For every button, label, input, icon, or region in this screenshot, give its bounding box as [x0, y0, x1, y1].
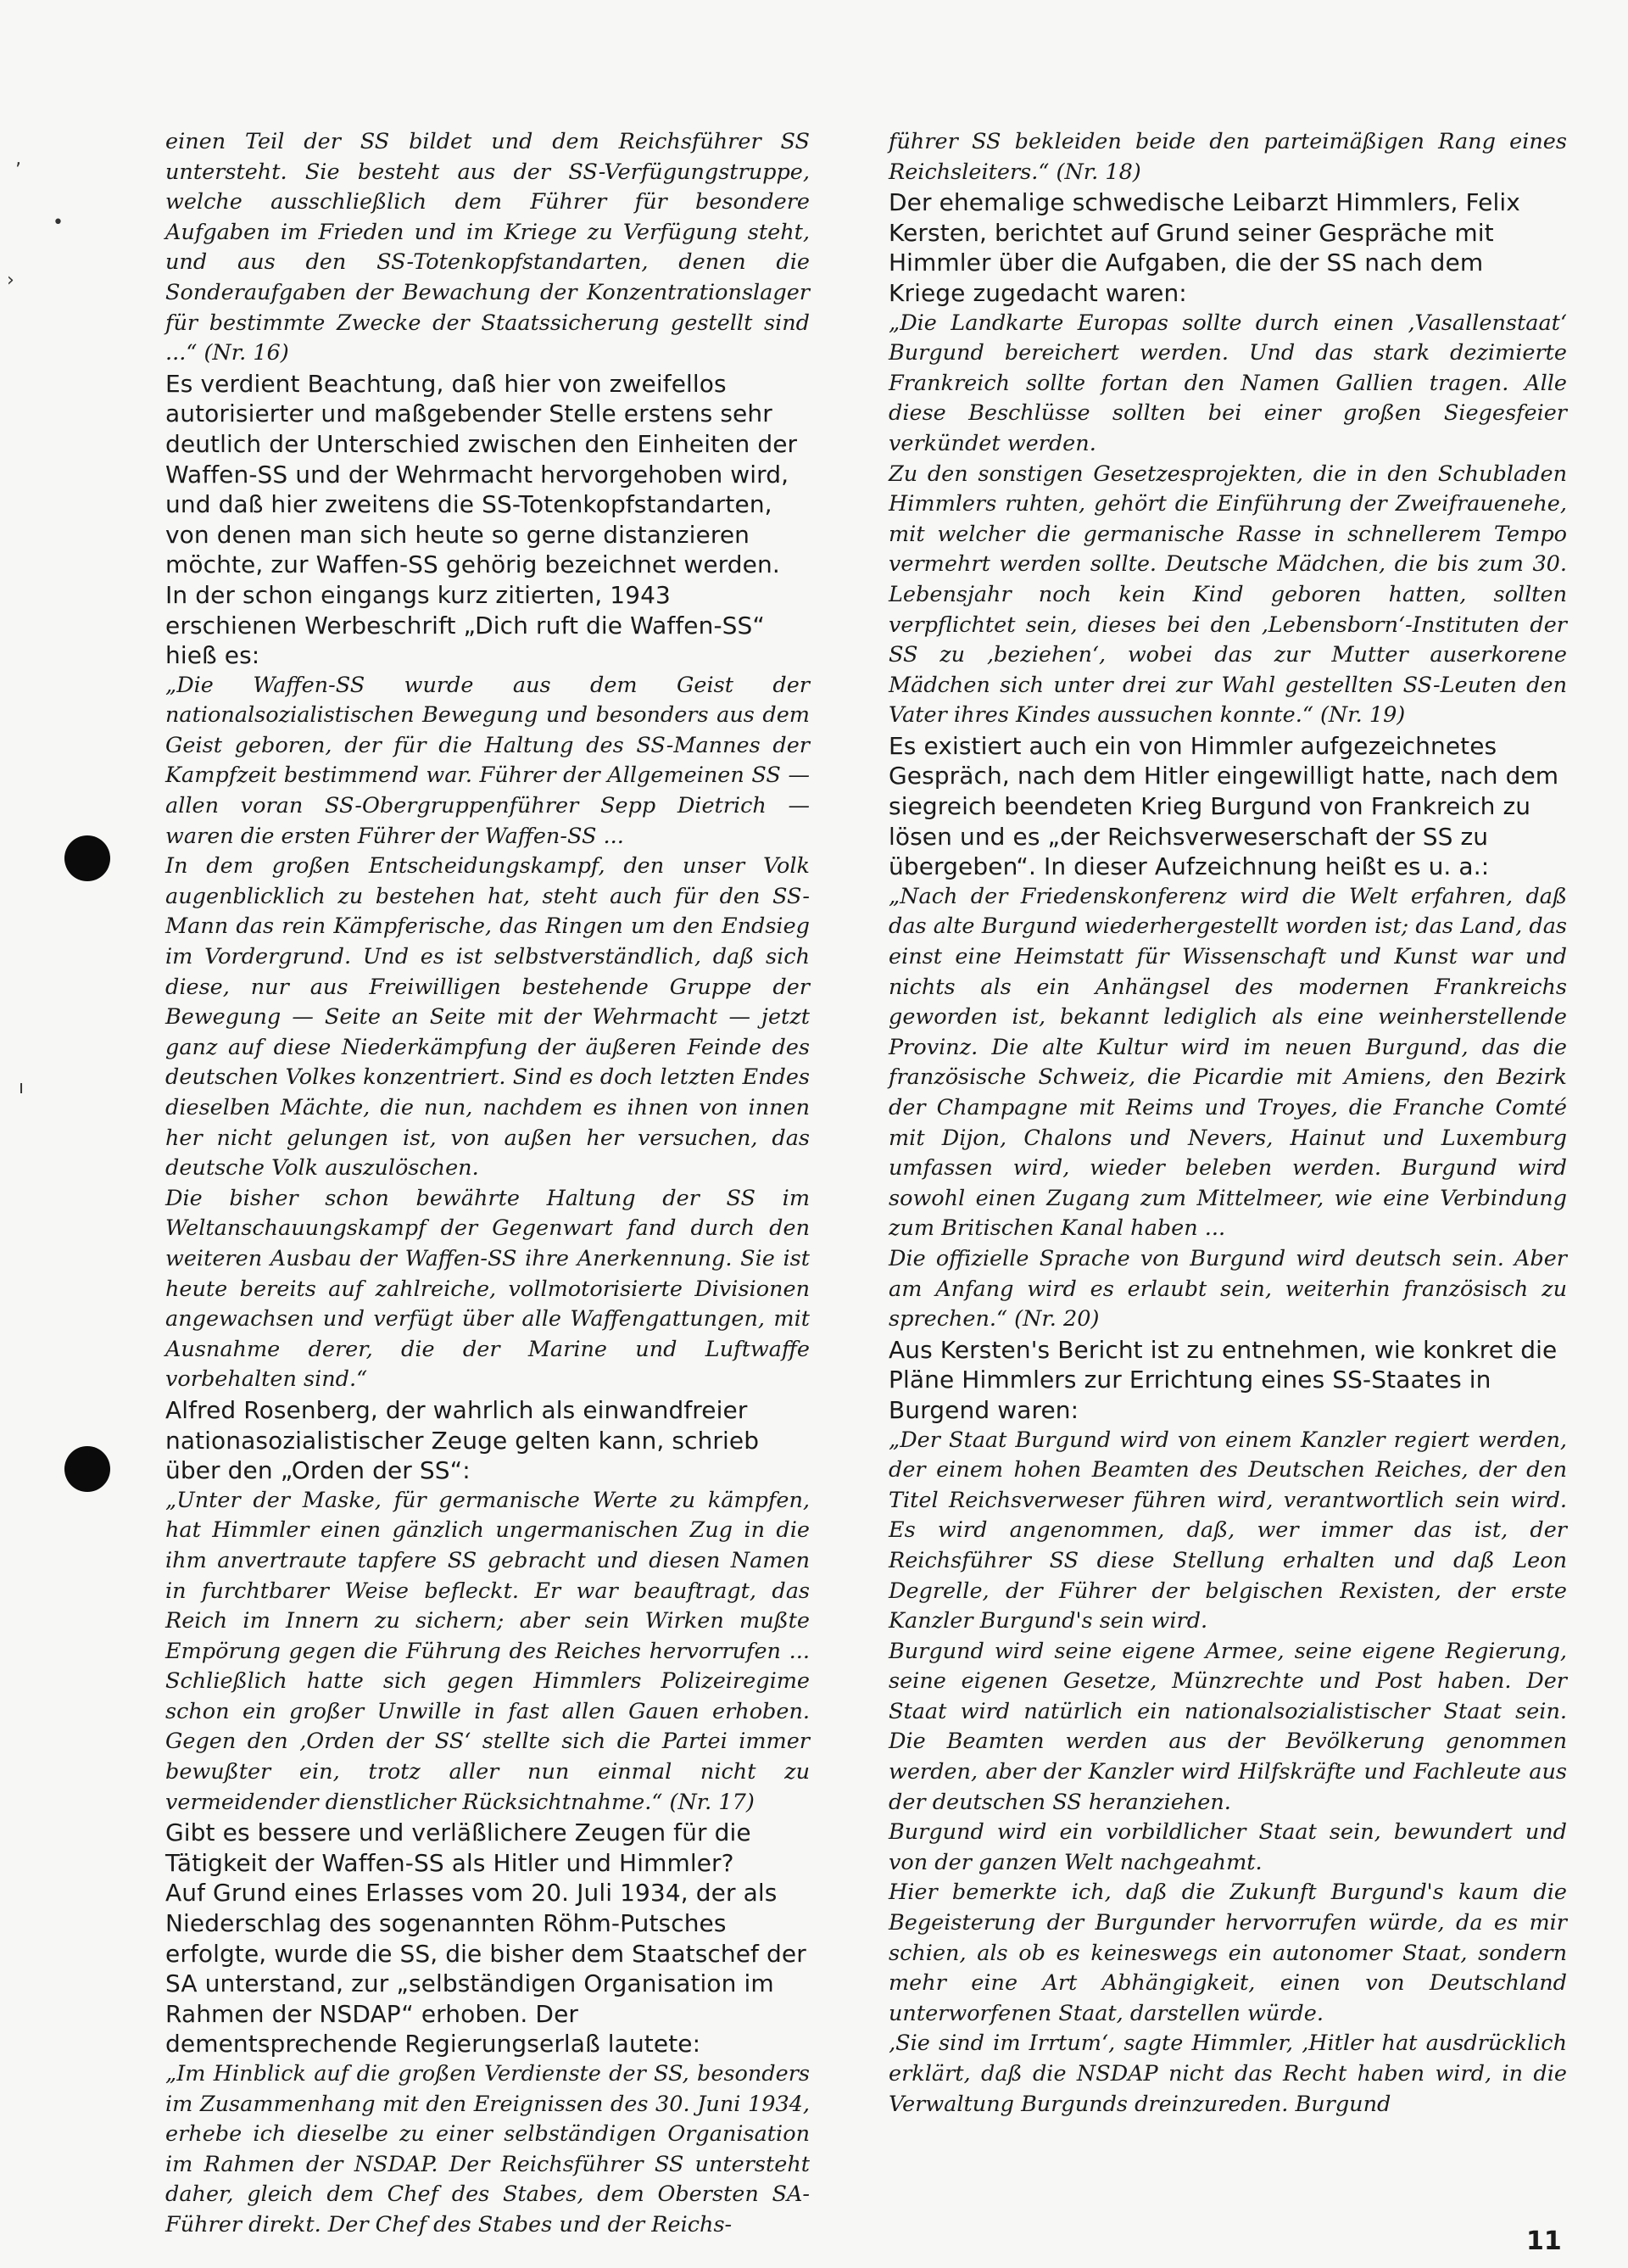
quote-paragraph: In dem großen Entscheidungskampf, den unser Volk augenblicklich zu bestehen hat, steht auch für den SS-Mann das rein Kämpferische, das Ringen um den Endsieg im Vordergrund. Und es ist selbstverständlich, daß sich diese, nur aus Freiwilligen bestehende Gruppe der Bewegung — Seite an Seite mit der Wehrmacht — jetzt ganz auf diese Niederkämpfung der äußeren Feinde des deutschen Volkes konzentriert. Sind es doch letzten Endes dieselben Mächte, die nun, nachdem es ihnen von innen her nicht gelungen ist, von außen her versuchen, das deutsche Volk auszulöschen.: [165, 853, 810, 1181]
margin-mark: ›: [7, 270, 14, 291]
page-number: 11: [1526, 2226, 1562, 2256]
paragraph: Es existiert auch ein von Himmler aufgezeichnetes Gespräch, nach dem Hitler eingewilligt hatte, nach dem siegreich beendeten Krieg Burgund von Frankreich zu lösen und es „der Reichsverweserschaft der SS zu übergeben“. In dieser Aufzeichnung heißt es u. a.:: [889, 731, 1559, 881]
right-text-column: [889, 127, 1567, 2120]
quote-paragraph: „Im Hinblick auf die großen Verdienste der SS, besonders im Zusammenhang mit den Ereignissen des 30. Juni 1934, erhebe ich dieselbe zu einer selbständigen Organisation im Rahmen der NSDAP. Der Reichsführer SS untersteht daher, gleich dem Chef des Stabes, dem Obersten SA-Führer direkt. Der Chef des Stabes und der Reichs-: [165, 2061, 810, 2237]
paragraph: Alfred Rosenberg, der wahrlich als einwandfreier nationasozialistischer Zeuge gelten kann, schrieb über den „Orden der SS“:: [165, 1395, 760, 1485]
quote-paragraph: „Unter der Maske, für germanische Werte zu kämpfen, hat Himmler einen gänzlich ungermanischen Zug in die ihm anvertraute tapfere SS gebracht und diesen Namen in furchtbarer Weise befleckt. Er war beauftragt, das Reich im Innern zu sichern; aber sein Wirken mußte Empörung gegen die Führung des Reiches hervorrufen ... Schließlich hatte sich gegen Himmlers Polizeiregime schon ein großer Unwille in fast allen Gauen erhoben. Gegen den ‚Orden der SS‘ stellte sich die Partei immer bewußter ein, trotz aller nun einmal nicht zu vermeidender dienstlicher Rücksichtnahme.“ (Nr. 17): [165, 1487, 810, 1815]
paragraph: Auf Grund eines Erlasses vom 20. Juli 1934, der als Niederschlag des sogenannten Röhm-Putsches erfolgte, wurde die SS, die bisher dem Staatschef der SA unterstand, zur „selbständigen Organisation im Rahmen der NSDAP“ erhoben. Der dementsprechende Regierungserlaß lautete:: [165, 1879, 806, 2059]
quote-paragraph: Zu den sonstigen Gesetzesprojekten, die in den Schubladen Himmlers ruhten, gehört die Einführung der Zweifrauenehe, mit welcher die germanische Rasse in schnellerem Tempo vermehrt werden sollte. Deutsche Mädchen, die bis zum 30. Lebensjahr noch kein Kind geboren hatten, sollten verpflichtet sein, dieses bei den ‚Lebensborn‘-Instituten der SS zu ‚beziehen‘, wobei das zur Mutter auserkorene Mädchen sich unter drei zur Wahl gestellten SS-Leuten den Vater ihres Kindes aussuchen konnte.“ (Nr. 19): [889, 461, 1567, 729]
quote-paragraph: „Der Staat Burgund wird von einem Kanzler regiert werden, der einem hohen Beamten des Deutschen Reiches, der den Titel Reichsverweser führen wird, verantwortlich sein wird. Es wird angenommen, daß, wer immer das ist, der Reichsführer SS diese Stellung erhalten und daß Leon Degrelle, der Führer der belgischen Rexisten, der erste Kanzler Burgund's sein wird.: [889, 1427, 1567, 1634]
quote-paragraph: „Nach der Friedenskonferenz wird die Welt erfahren, daß das alte Burgund wiederhergestellt worden ist; das Land, das einst eine Heimstatt für Wissenschaft und Kunst war und nichts als ein Anhängsel des modernen Frankreichs geworden ist, bekannt lediglich als eine weinherstellende Provinz. Die alte Kultur wird im neuen Burgund, das die französische Schweiz, die Picardie mit Amiens, den Bezirk der Champagne mit Reims und Troyes, die Franche Comté mit Dijon, Chalons und Nevers, Hainut und Luxemburg umfassen wird, wieder beleben werden. Burgund wird sowohl einen Zugang zum Mittelmeer, wie eine Verbindung zum Britischen Kanal haben ...: [889, 883, 1567, 1242]
quote-paragraph: Burgund wird seine eigene Armee, seine eigene Regierung, seine eigenen Gesetze, Münzrechte und Post haben. Der Staat wird natürlich ein nationalsozialistischer Staat sein. Die Beamten werden aus der Bevölkerung genommen werden, aber der Kanzler wird Hilfskräfte und Fachleute aus der deutschen SS heranziehen.: [889, 1638, 1567, 1815]
quote-paragraph: Die bisher schon bewährte Haltung der SS im Weltanschauungskampf der Gegenwart fand durch den weiteren Ausbau der Waffen-SS ihre Anerkennung. Sie ist heute bereits auf zahlreiche, vollmotorisierte Divisionen angewachsen und verfügt über alle Waffengattungen, mit Ausnahme derer, die der Marine und Luftwaffe vorbehalten sind.“: [165, 1185, 810, 1393]
quote-paragraph: Hier bemerkte ich, daß die Zukunft Burgund's kaum die Begeisterung der Burgunder hervorrufen würde, da es mir schien, als ob es keineswegs ein autonomer Staat, sondern mehr eine Art Abhängigkeit, einen von Deutschland unterworfenen Staat, darstellen würde.: [889, 1880, 1567, 2026]
margin-mark: ı: [19, 1077, 25, 1098]
quote-paragraph: Burgund wird ein vorbildlicher Staat sein, bewundert und von der ganzen Welt nachgeahmt.: [889, 1819, 1567, 1875]
paragraph: Aus Kersten's Bericht ist zu entnehmen, wie konkret die Pläne Himmlers zur Errichtung eines SS-Staates in Burgend waren:: [889, 1335, 1558, 1424]
margin-mark: •: [53, 212, 64, 233]
left-text-column: [165, 127, 810, 2241]
paragraph: einen Teil der SS bildet und dem Reichsführer SS untersteht. Sie besteht aus der SS-Verfügungstruppe, welche ausschließlich dem Führer für besondere Aufgaben im Frieden und im Kriege zu Verfügung steht, und aus den SS-Totenkopfstandarten, denen die Sonderaufgaben der Bewachung der Konzentrationslager für bestimmte Zwecke der Staatssicherung gestellt sind ...“ (Nr. 16): [165, 129, 810, 366]
paragraph: Gibt es bessere und verläßlichere Zeugen für die Tätigkeit der Waffen-SS als Hitler und Himmler?: [165, 1818, 751, 1877]
quote-paragraph: ‚Sie sind im Irrtum‘, sagte Himmler, ‚Hitler hat ausdrücklich erklärt, daß die NSDAP nicht das Recht haben wird, in die Verwaltung Burgunds dreinzureden. Burgund: [889, 2031, 1567, 2117]
paragraph: In der schon eingangs kurz zitierten, 1943 erschienen Werbeschrift „Dich ruft die Waffen-SS“ hieß es:: [165, 580, 766, 670]
margin-mark: ‚: [15, 148, 21, 170]
punch-hole: [64, 1446, 110, 1492]
quote-paragraph: „Die Waffen-SS wurde aus dem Geist der nationalsozialistischen Bewegung und besonders aus dem Geist geboren, der für die Haltung des SS-Mannes der Kampfzeit bestimmend war. Führer der Allgemeinen SS — allen voran SS-Obergruppenführer Sepp Dietrich — waren die ersten Führer der Waffen-SS ...: [165, 672, 810, 849]
paragraph: Der ehemalige schwedische Leibarzt Himmlers, Felix Kersten, berichtet auf Grund seiner Gespräche mit Himmler über die Aufgaben, die der SS nach dem Kriege zugedacht waren:: [889, 188, 1520, 307]
quote-paragraph: „Die Landkarte Europas sollte durch einen ‚Vasallenstaat‘ Burgund bereichert werden. Und das stark dezimierte Frankreich sollte fortan den Namen Gallien tragen. Alle diese Beschlüsse sollten bei einer großen Siegesfeier verkündet werden.: [889, 310, 1567, 456]
quote-paragraph: Die offizielle Sprache von Burgund wird deutsch sein. Aber am Anfang wird es erlaubt sein, weiterhin französisch zu sprechen.“ (Nr. 20): [889, 1245, 1567, 1332]
paragraph: Es verdient Beachtung, daß hier von zweifellos autorisierter und maßgebender Stelle erstens sehr deutlich der Unterschied zwischen den Einheiten der Waffen-SS und der Wehrmacht hervorgehoben wird, und daß hier zweitens die SS-Totenkopfstandarten, von denen man sich heute so gerne distanzieren möchte, zur Waffen-SS gehörig bezeichnet werden.: [165, 369, 798, 579]
punch-hole: [64, 835, 110, 881]
quote-paragraph: führer SS bekleiden beide den parteimäßigen Rang eines Reichsleiters.“ (Nr. 18): [889, 129, 1567, 185]
